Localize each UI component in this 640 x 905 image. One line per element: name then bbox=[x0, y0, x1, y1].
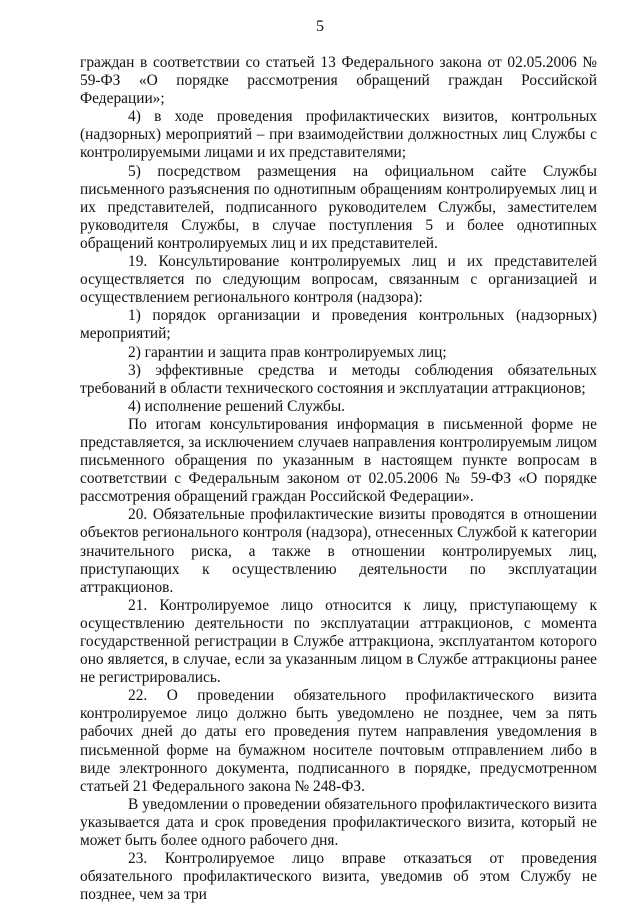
document-body bbox=[80, 54, 597, 904]
paragraph-19-item-2: 2) гарантии и защита прав контролируемых лиц; bbox=[128, 343, 447, 361]
paragraph-clause-23: 23. Контролируемое лицо вправе отказаться от проведения обязательного профилактического визита, уведомив об этом Службу не позднее, чем за три bbox=[80, 850, 597, 904]
paragraph-19-item-1: 1) порядок организации и проведения контрольных (надзорных) мероприятий; bbox=[80, 307, 597, 343]
paragraph-19-item-3: 3) эффективные средства и методы соблюдения обязательных требований в области технического состояния и эксплуатации аттракционов; bbox=[80, 361, 597, 397]
paragraph-item-5-website: 5) посредством размещения на официальном сайте Службы письменного разъяснения по однотипным обращениям контролируемых лиц и их представителей, подписанного руководителем Службы, заместителем руководителя Службы, в случае поступления 5 и более однотипных обращений контролируемых лиц и их представителей. bbox=[80, 162, 597, 252]
page-number: 5 bbox=[316, 18, 324, 35]
paragraph-19-item-4: 4) исполнение решений Службы. bbox=[128, 397, 346, 415]
paragraph-clause-20: 20. Обязательные профилактические визиты проводятся в отношении объектов регионального контроля (надзора), отнесенных Службой к категории значительного риска, а также в отношении контролируемых лиц, приступающих к осуществлению деятельности по эксплуатации аттракционов. bbox=[80, 506, 597, 596]
paragraph-clause-22: 22. О проведении обязательного профилактического визита контролируемое лицо должно быть уведомлено не позднее, чем за пять рабочих дней до даты его проведения путем направления уведомления в письменной форме на бумажном носителе почтовым отправлением либо в виде электронного документа, подписанного в порядке, предусмотренном статьей 21 Федерального закона № 248-ФЗ. bbox=[80, 687, 597, 795]
paragraph-notification: В уведомлении о проведении обязательного профилактического визита указывается дата и срок проведения профилактического визита, который не может быть более одного рабочего дня. bbox=[80, 795, 597, 850]
paragraph-clause-21: 21. Контролируемое лицо относится к лицу, приступающему к осуществлению деятельности по эксплуатации аттракционов, с момента государственной регистрации в Службе аттракциона, эксплуатантом которого оно является, в случае, если за указанным лицом в Службе аттракционы ранее не регистрировались. bbox=[80, 596, 597, 687]
paragraph-clause-19: 19. Консультирование контролируемых лиц и их представителей осуществляется по следующим вопросам, связанным с организацией и осуществлением регионального контроля (надзора): bbox=[80, 253, 597, 307]
paragraph-consultation-results: По итогам консультирования информация в письменной форме не представляется, за исключением случаев направления контролируемым лицом письменного обращения по указанным в настоящем пункте вопросам в соответствии с Федеральным законом от 02.05.2006 № 59-ФЗ «О порядке рассмотрения обращений граждан Российской Федерации». bbox=[80, 415, 597, 506]
paragraph-item-4-visits: 4) в ходе проведения профилактических визитов, контрольных (надзорных) мероприятий – при взаимодействии должностных лиц Службы с контролируемыми лицами и их представителями; bbox=[80, 108, 597, 162]
paragraph-continuation: граждан в соответствии со статьей 13 Федерального закона от 02.05.2006 № 59-ФЗ «О порядке рассмотрения обращений граждан Российской Федерации»; bbox=[80, 54, 597, 108]
